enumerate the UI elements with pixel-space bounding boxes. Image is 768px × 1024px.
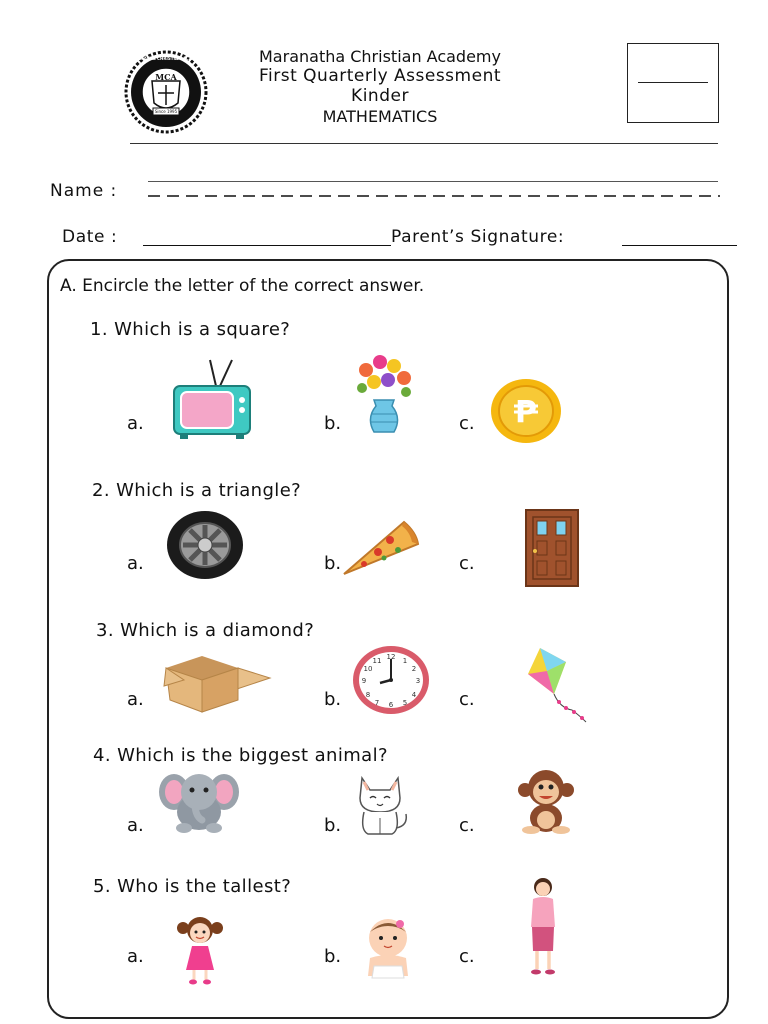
option-2c[interactable]: c.	[459, 553, 475, 574]
svg-text:1: 1	[402, 657, 408, 665]
question-3: 3. Which is a diamond?	[96, 620, 315, 641]
wall-clock-icon	[352, 645, 430, 715]
question-5: 5. Who is the tallest?	[93, 876, 292, 897]
option-2a[interactable]: a.	[127, 553, 144, 574]
name-label: Name :	[50, 181, 118, 201]
flower-vase-icon	[354, 352, 414, 438]
svg-text:10: 10	[363, 665, 373, 673]
instruction: A. Encircle the letter of the correct answer.	[60, 276, 425, 296]
tire-icon	[166, 510, 244, 580]
svg-text:6: 6	[388, 701, 394, 709]
score-box[interactable]	[627, 43, 719, 123]
peso-coin-icon	[490, 378, 562, 444]
logo-initials: MCA	[155, 72, 177, 82]
assessment-title: First Quarterly Assessment	[258, 66, 502, 86]
signature-field[interactable]	[622, 245, 737, 246]
cardboard-box-icon	[164, 650, 272, 714]
date-field[interactable]	[143, 245, 391, 246]
option-1b[interactable]: b.	[324, 413, 342, 434]
svg-text:11: 11	[372, 657, 382, 665]
door-icon	[525, 509, 579, 587]
question-2: 2. Which is a triangle?	[92, 480, 302, 501]
logo-ring-text: MARANATHA CHRISTIAN ACADEMY	[127, 56, 205, 61]
school-name: Maranatha Christian Academy	[259, 47, 501, 66]
svg-text:2: 2	[411, 665, 417, 673]
option-4a[interactable]: a.	[127, 815, 144, 836]
header-divider	[130, 143, 718, 144]
svg-text:7: 7	[374, 699, 380, 707]
svg-text:8: 8	[365, 691, 371, 699]
option-5b[interactable]: b.	[324, 946, 342, 967]
option-3b[interactable]: b.	[324, 689, 342, 710]
pizza-slice-icon	[340, 518, 420, 578]
svg-text:5: 5	[402, 699, 408, 707]
television-icon	[172, 358, 252, 440]
option-3c[interactable]: c.	[459, 689, 475, 710]
school-logo	[120, 51, 212, 133]
svg-text:3: 3	[415, 677, 421, 685]
option-5a[interactable]: a.	[127, 946, 144, 967]
svg-text:P: P	[515, 395, 537, 430]
cat-icon	[350, 772, 410, 836]
grade-level: Kinder	[351, 86, 409, 106]
svg-text:9: 9	[361, 677, 367, 685]
option-5c[interactable]: c.	[459, 946, 475, 967]
option-2b[interactable]: b.	[324, 553, 342, 574]
baby-icon	[362, 918, 414, 980]
option-4b[interactable]: b.	[324, 815, 342, 836]
girl-icon	[176, 914, 224, 986]
logo-since: Since 1995	[154, 109, 178, 114]
name-guide-line	[148, 181, 718, 182]
question-1: 1. Which is a square?	[90, 319, 291, 340]
monkey-icon	[517, 768, 575, 834]
woman-icon	[525, 877, 561, 977]
option-4c[interactable]: c.	[459, 815, 475, 836]
elephant-icon	[158, 768, 240, 834]
option-1a[interactable]: a.	[127, 413, 144, 434]
svg-text:4: 4	[411, 691, 417, 699]
option-3a[interactable]: a.	[127, 689, 144, 710]
signature-label: Parent’s Signature:	[391, 227, 565, 247]
kite-icon	[522, 646, 588, 726]
option-1c[interactable]: c.	[459, 413, 475, 434]
question-4: 4. Which is the biggest animal?	[93, 745, 388, 766]
subject: MATHEMATICS	[322, 107, 438, 126]
name-field[interactable]	[148, 194, 720, 198]
date-label: Date :	[62, 227, 118, 247]
svg-text:12: 12	[386, 653, 396, 661]
